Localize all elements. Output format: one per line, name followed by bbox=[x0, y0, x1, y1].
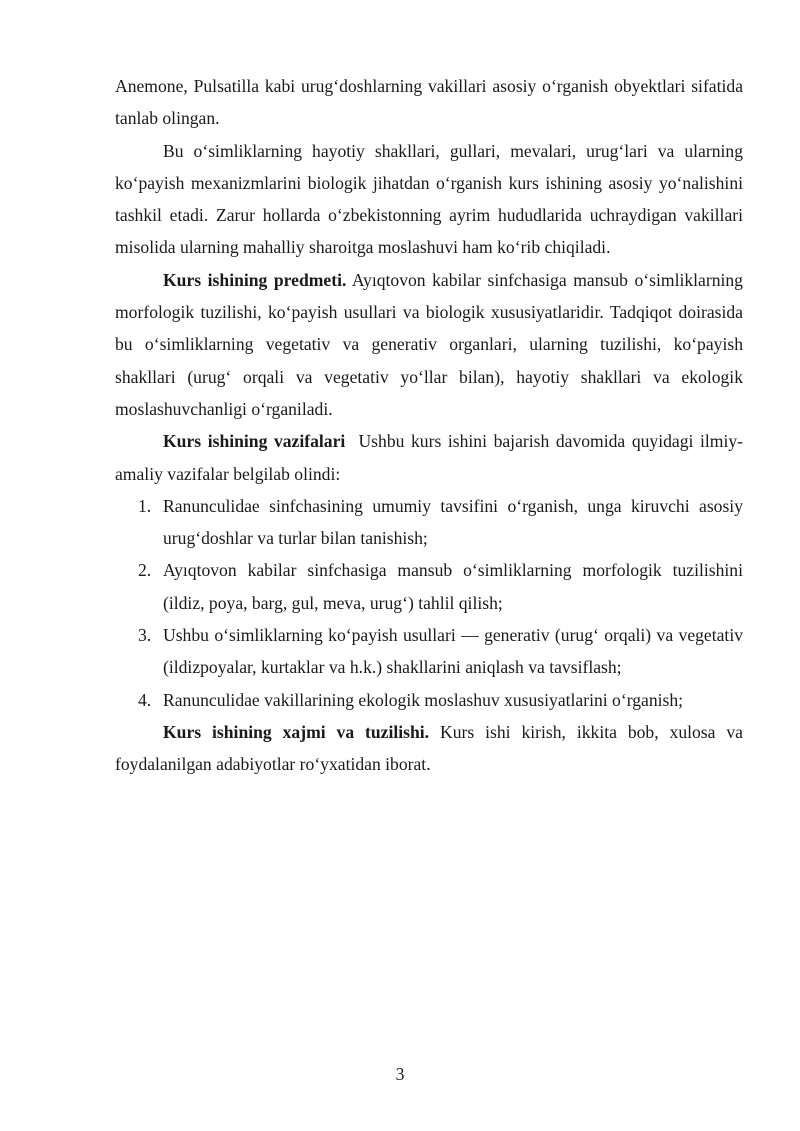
document-body bbox=[115, 70, 743, 781]
paragraph-subject bbox=[115, 264, 743, 425]
tasks-heading: Kurs ishining vazifalari bbox=[163, 431, 346, 452]
list-item bbox=[115, 490, 743, 555]
structure-text: Kurs ishi kirish, ikkita bob, xulosa va foydalanilgan adabiyotlar ro‘yxatidan iborat. bbox=[115, 721, 743, 775]
structure-heading: Kurs ishining xajmi va tuzilishi. bbox=[163, 721, 430, 742]
list-item bbox=[115, 684, 743, 716]
list-item-text: Ranunculidae sinfchasining umumiy tavsifini o‘rganish, unga kiruvchi asosiy urug‘doshlar va turlar bilan tanishish; bbox=[163, 495, 743, 549]
list-item-number: 2. bbox=[138, 560, 152, 581]
list-item-number: 1. bbox=[138, 495, 152, 516]
page-number: 3 bbox=[395, 1064, 405, 1084]
paragraph-structure bbox=[115, 716, 743, 781]
subject-heading: Kurs ishining predmeti. bbox=[163, 269, 347, 290]
tasks-text: Ushbu kurs ishini bajarish davomida quyidagi ilmiy-amaliy vazifalar belgilab olindi: bbox=[115, 431, 743, 484]
list-item-number: 3. bbox=[138, 625, 152, 646]
subject-text: Ayıqtovon kabilar sinfchasiga mansub o‘simliklarning morfologik tuzilishi, ko‘payish usullari va biologik xususiyatlaridir. Tadqiqot doirasida bu o‘simliklarning vegetativ va generativ organlari, ularning tuzilishi, ko‘payish shakllari (urug‘ orqali va vegetativ yo‘llar bilan), hayotiy shakllari va ekologik moslashuvchanligi o‘rganiladi. bbox=[115, 269, 743, 419]
paragraph-intro-tail: Anemone, Pulsatilla kabi urug‘doshlarning vakillari asosiy o‘rganish obyektlari sifatida tanlab olingan. bbox=[115, 76, 743, 129]
list-item bbox=[115, 619, 743, 684]
list-item bbox=[115, 554, 743, 619]
paragraph-tasks bbox=[115, 425, 743, 490]
list-item-number: 4. bbox=[138, 689, 152, 710]
paragraph-focus: Bu o‘simliklarning hayotiy shakllari, gullari, mevalari, urug‘lari va ularning ko‘payish mexanizmlarini biologik jihatdan o‘rganish kurs ishining asosiy yo‘nalishini tashkil etadi. Zarur hollarda o‘zbekistonning ayrim hududlarida uchraydigan vakillari misolida ularning mahalliy sharoitga moslashuvi ham ko‘rib chiqiladi. bbox=[115, 140, 743, 258]
list-item-text: Ayıqtovon kabilar sinfchasiga mansub o‘simliklarning morfologik tuzilishini (ildiz, poya, barg, gul, meva, urug‘) tahlil qilish; bbox=[163, 560, 743, 613]
tasks-list bbox=[115, 490, 743, 716]
list-item-text: Ranunculidae vakillarining ekologik moslashuv xususiyatlarini o‘rganish; bbox=[163, 689, 684, 710]
list-item-text: Ushbu o‘simliklarning ko‘payish usullari — generativ (urug‘ orqali) va vegetativ (ildizpoyalar, kurtaklar va h.k.) shakllarini aniqlash va tavsiflash; bbox=[163, 625, 743, 678]
